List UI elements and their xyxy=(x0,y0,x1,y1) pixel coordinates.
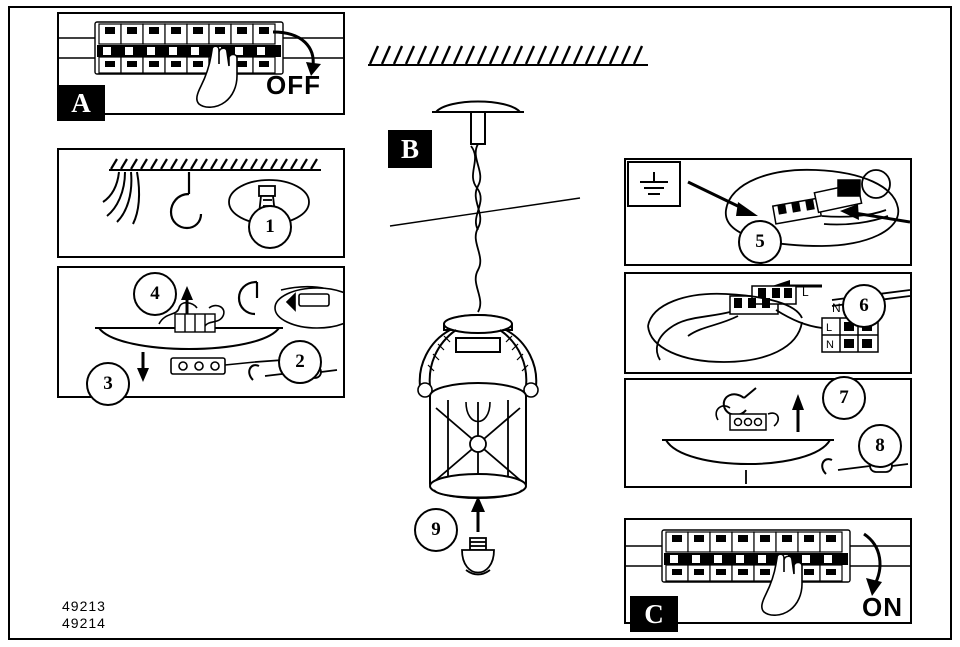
lamp-assembly-drawing xyxy=(370,80,600,590)
step-letter-b: B xyxy=(388,130,432,168)
step-number-1: 1 xyxy=(248,205,292,249)
step-letter-a: A xyxy=(57,85,105,121)
step-number-3: 3 xyxy=(86,362,130,406)
terminal-label-live: L xyxy=(826,322,833,334)
terminal-label-neutral: N xyxy=(826,339,834,351)
product-codes xyxy=(62,598,106,632)
step-number-6: 6 xyxy=(842,284,886,328)
product-code-1: 49213 xyxy=(62,598,106,614)
step-number-4: 4 xyxy=(133,272,177,316)
svg-text:N: N xyxy=(832,301,841,315)
label-on: ON xyxy=(862,592,903,622)
panel-step1-artwork xyxy=(59,150,343,256)
label-off: OFF xyxy=(266,70,321,100)
panel-step1-hook-wires xyxy=(57,148,345,258)
step-number-2: 2 xyxy=(278,340,322,384)
step-number-9: 9 xyxy=(414,508,458,552)
svg-text:L: L xyxy=(802,285,809,299)
step-letter-c: C xyxy=(630,596,678,632)
step-number-7: 7 xyxy=(822,376,866,420)
step-number-5: 5 xyxy=(738,220,782,264)
step-number-8: 8 xyxy=(858,424,902,468)
product-code-2: 49214 xyxy=(62,615,106,631)
ceiling-hatch-center xyxy=(368,44,648,64)
lamp-artwork xyxy=(370,80,600,590)
